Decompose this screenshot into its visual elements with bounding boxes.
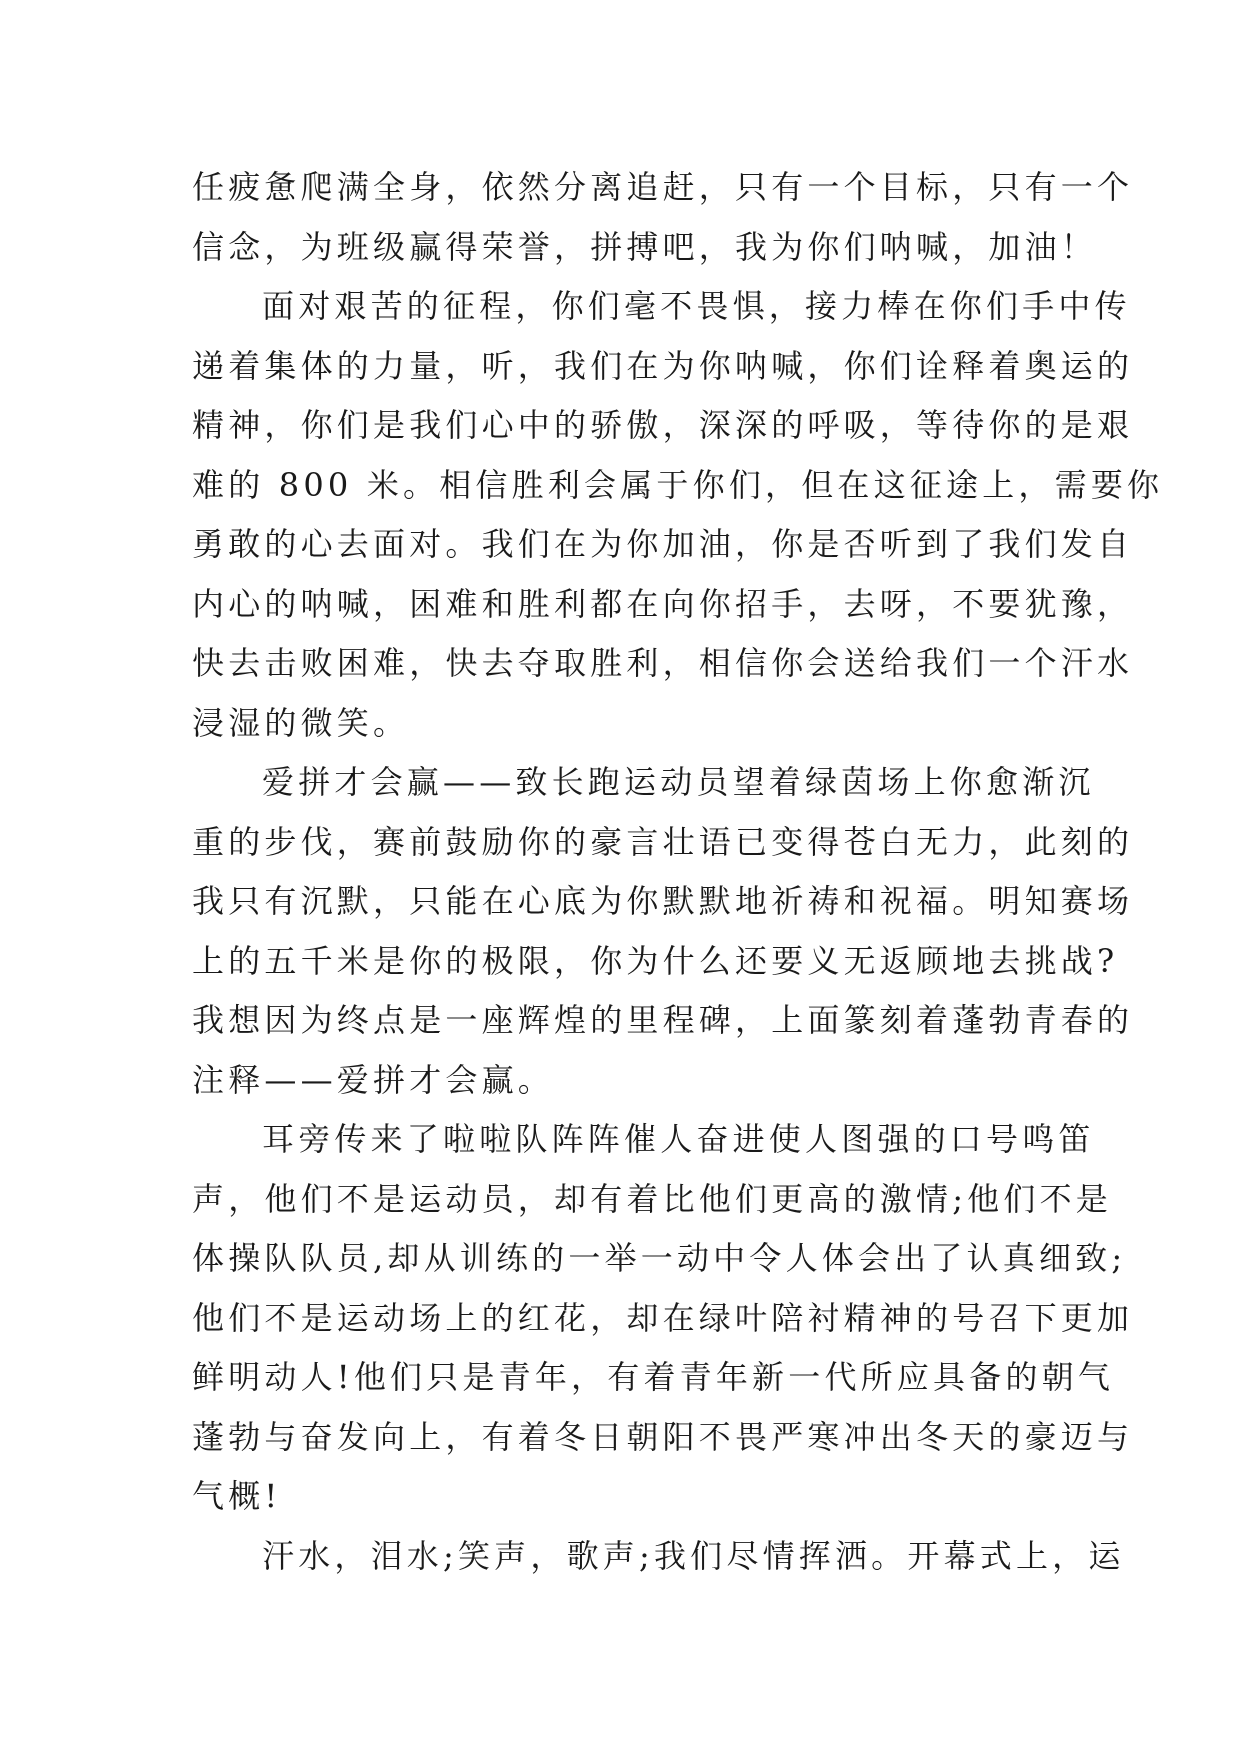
text-line: 任疲惫爬满全身，依然分离追赶，只有一个目标，只有一个: [192, 168, 1134, 206]
text-line: 快去击败困难，快去夺取胜利，相信你会送给我们一个汗水: [192, 644, 1134, 682]
text-line: 上的五千米是你的极限，你为什么还要义无返顾地去挑战?: [192, 941, 1119, 980]
text-line: 气概!: [192, 1477, 282, 1515]
text-line: 信念，为班级赢得荣誉，拼搏吧，我为你们呐喊，加油！: [192, 227, 1098, 266]
paragraph-start-line: 耳旁传来了啦啦队阵阵催人奋进使人图强的口号鸣笛: [262, 1120, 1095, 1158]
text-line: 难的 800 米。相信胜利会属于你们，但在这征途上，需要你: [192, 465, 1164, 504]
text-line: 勇敢的心去面对。我们在为你加油，你是否听到了我们发自: [192, 525, 1134, 563]
text-line: 浸湿的微笑。: [192, 703, 410, 742]
paragraph-start-line: 面对艰苦的征程，你们毫不畏惧，接力棒在你们手中传: [262, 287, 1131, 325]
text-line: 我只有沉默，只能在心底为你默默地祈祷和祝福。明知赛场: [192, 882, 1134, 920]
text-line: 他们不是运动场上的红花，却在绿叶陪衬精神的号召下更加: [192, 1298, 1134, 1337]
text-line: 声，他们不是运动员，却有着比他们更高的激情;他们不是: [192, 1179, 1112, 1218]
text-line: 递着集体的力量，听，我们在为你呐喊，你们诠释着奥运的: [192, 346, 1134, 385]
text-line: 内心的呐喊，困难和胜利都在向你招手，去呀，不要犹豫，: [192, 584, 1134, 623]
body-text: [192, 158, 1164, 1586]
text-line: 鲜明动人!他们只是青年，有着青年新一代所应具备的朝气: [192, 1358, 1115, 1396]
text-line: 我想因为终点是一座辉煌的里程碑，上面篆刻着蓬勃青春的: [192, 1001, 1134, 1039]
text-line: 蓬勃与奋发向上，有着冬日朝阳不畏严寒冲出冬天的豪迈与: [192, 1417, 1134, 1456]
text-line: 注释——爱拼才会赢。: [192, 1060, 555, 1099]
text-line: 体操队队员,却从训练的一举一动中令人体会出了认真细致;: [192, 1239, 1127, 1277]
text-line: 重的步伐，赛前鼓励你的豪言壮语已变得苍白无力，此刻的: [192, 822, 1134, 861]
text-line: 精神，你们是我们心中的骄傲，深深的呼吸，等待你的是艰: [192, 406, 1134, 444]
paragraph-start-line: 汗水，泪水;笑声，歌声;我们尽情挥洒。开幕式上，运: [262, 1536, 1125, 1575]
paragraph-start-line: 爱拼才会赢——致长跑运动员望着绿茵场上你愈渐沉: [262, 763, 1095, 801]
